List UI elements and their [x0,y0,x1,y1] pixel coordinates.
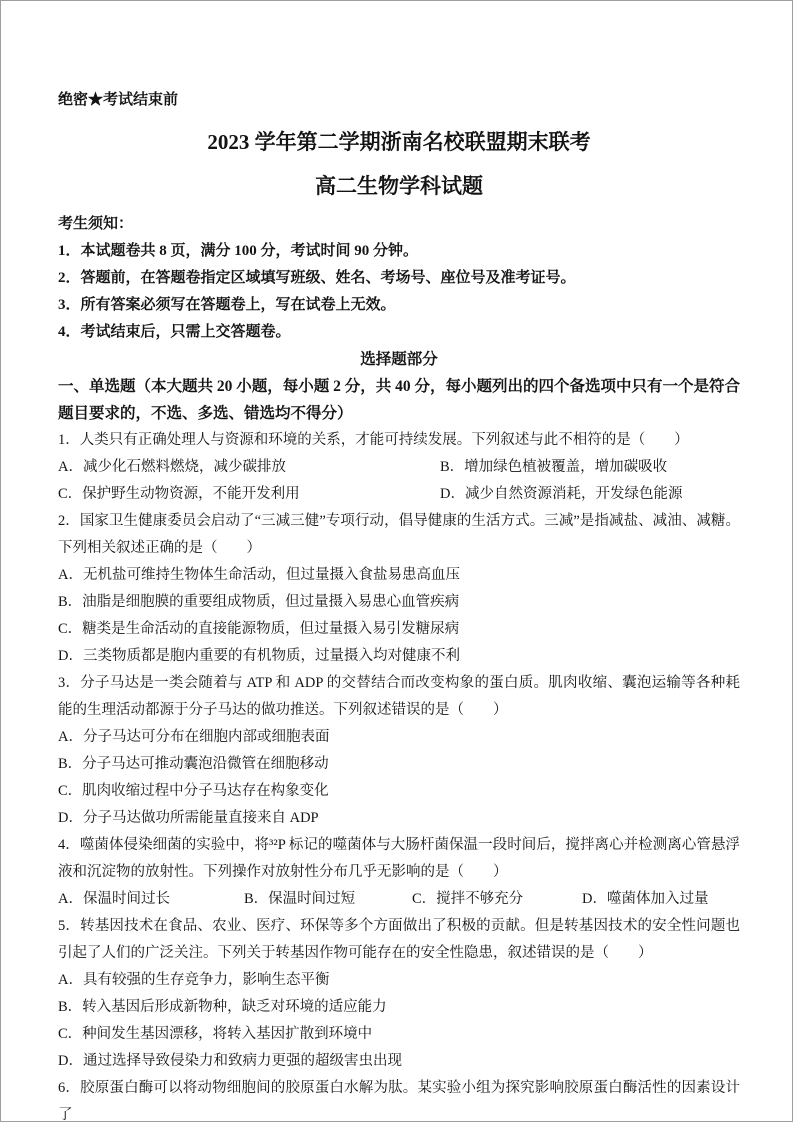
option: A．保温时间过长 [58,891,170,907]
notice-item: 4．考试结束后，只需上交答题卷。 [58,324,291,340]
exam-title: 2023 学年第二学期浙南名校联盟期末联考 [207,130,591,154]
option: D．通过选择导致侵染力和致病力更强的超级害虫出现 [58,1053,402,1069]
question-stem: 4．噬菌体侵染细菌的实验中，将³²P 标记的噬菌体与大肠杆菌保温一段时间后，搅拌离心并检测离心管悬浮液和沉淀物的放射性。下列操作对放射性分布几乎无影响的是（ ） [58,837,740,880]
question-1 [58,427,740,508]
question-5 [58,913,740,1075]
question-options [58,886,740,913]
question-3 [58,670,740,832]
classification-label: 绝密★考试结束前 [58,92,179,108]
option: B．分子马达可推动囊泡沿微管在细胞移动 [58,756,329,772]
option: D．减少自然资源消耗，开发绿色能源 [440,486,683,502]
question-options [58,562,740,670]
option: C．肌肉收缩过程中分子马达存在构象变化 [58,783,329,799]
option: C．种间发生基因漂移，将转入基因扩散到环境中 [58,1026,373,1042]
option: C．搅拌不够充分 [412,891,524,907]
notice-item: 3．所有答案必须写在答题卷上，写在试卷上无效。 [58,297,396,313]
option: B．油脂是细胞膜的重要组成物质，但过量摄入易患心血管疾病 [58,594,460,610]
option: A．分子马达可分布在细胞内部或细胞表面 [58,729,330,745]
question-stem: 6．胶原蛋白酶可以将动物细胞间的胶原蛋白水解为肽。某实验小组为探究影响胶原蛋白酶活性的因素设计了 [58,1080,740,1122]
option: A．无机盐可维持生物体生命活动，但过量摄入食盐易患高血压 [58,567,460,583]
notice-item: 1．本试题卷共 8 页，满分 100 分，考试时间 90 分钟。 [58,243,419,259]
option: A．减少化石燃料燃烧，减少碳排放 [58,459,286,475]
exam-subtitle: 高二生物学科试题 [315,174,483,198]
option: B．增加绿色植被覆盖，增加碳吸收 [440,459,668,475]
option: D．噬菌体加入过量 [582,891,709,907]
question-stem: 1．人类只有正确处理人与资源和环境的关系，才能可持续发展。下列叙述与此不相符的是（ ） [58,432,689,448]
notice-heading: 考生须知： [58,216,134,232]
option: A．具有较强的生存竞争力，影响生态平衡 [58,972,330,988]
question-2 [58,508,740,670]
option: B．转入基因后形成新物种，缺乏对环境的适应能力 [58,999,387,1015]
option: D．分子马达做功所需能量直接来自 ADP [58,810,319,826]
option: B．保温时间过短 [244,891,356,907]
question-stem: 2．国家卫生健康委员会启动了“三减三健”专项行动，倡导健康的生活方式。三减”是指减盐、减油、减糖。下列相关叙述正确的是（ ） [58,513,740,556]
option: D．三类物质都是胞内重要的有机物质，过量摄入均对健康不利 [58,648,460,664]
section-intro: 一、单选题（本大题共 20 小题，每小题 2 分，共 40 分，每小题列出的四个备选项中只有一个是符合题目要求的，不选、多选、错选均不得分） [58,378,741,422]
question-6 [58,1075,740,1122]
question-options [58,454,740,508]
question-stem: 5．转基因技术在食品、农业、医疗、环保等多个方面做出了积极的贡献。但是转基因技术的安全性问题也引起了人们的广泛关注。下列关于转基因作物可能存在的安全性隐患，叙述错误的是（ ） [58,918,740,961]
question-options [58,724,740,832]
question-stem: 3．分子马达是一类会随着与 ATP 和 ADP 的交替结合而改变构象的蛋白质。肌肉收缩、囊泡运输等各种耗能的生理活动都源于分子马达的做功推送。下列叙述错误的是（ ） [58,675,740,718]
question-4 [58,832,740,913]
candidate-notice [58,211,740,346]
notice-item: 2．答题前，在答题卷指定区域填写班级、姓名、考场号、座位号及准考证号。 [58,270,576,286]
section-label: 选择题部分 [360,351,438,368]
option: C．糖类是生命活动的直接能源物质，但过量摄入易引发糖尿病 [58,621,460,637]
option: C．保护野生动物资源，不能开发利用 [58,486,300,502]
question-options [58,967,740,1075]
